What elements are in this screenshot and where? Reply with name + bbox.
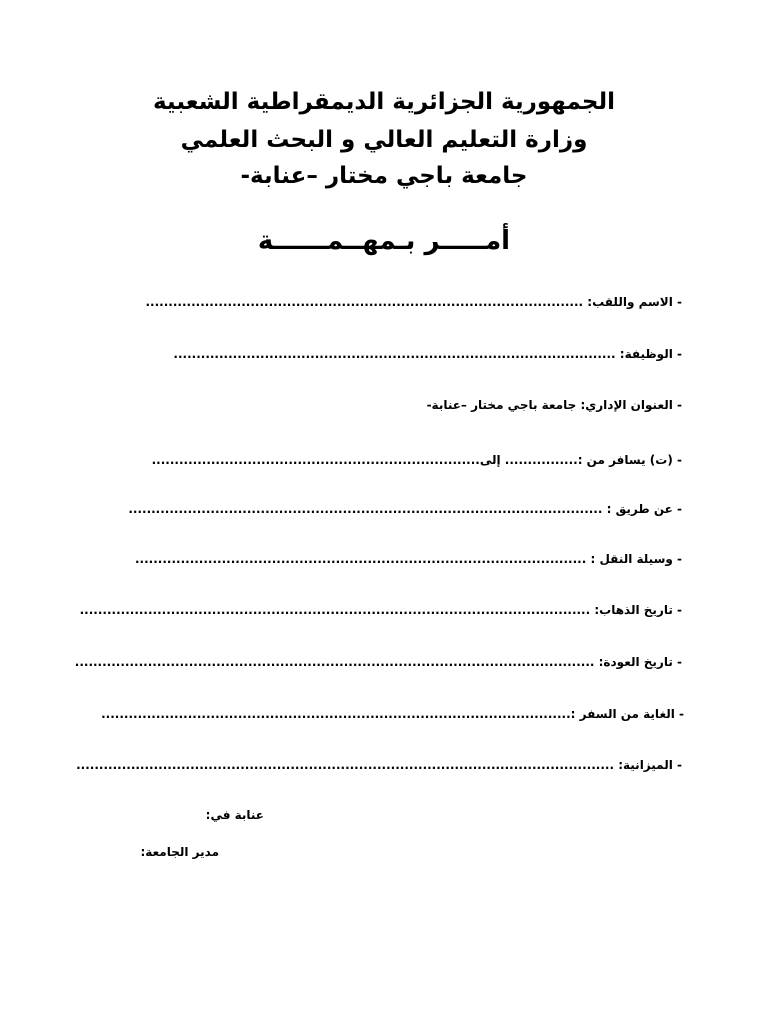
field-transport-label: - وسيلة النقل : bbox=[586, 552, 682, 566]
ministry-header: وزارة التعليم العالي و البحث العلمي bbox=[180, 127, 588, 153]
field-return bbox=[75, 653, 682, 671]
director-signature-label: مدير الجامعة: bbox=[140, 845, 219, 859]
field-return-label: - تاريخ العودة: bbox=[594, 655, 682, 669]
field-purpose-label: - الغاية من السفر : bbox=[570, 707, 684, 721]
field-travel bbox=[152, 451, 682, 469]
university-header: جامعة باجي مختار –عنابة- bbox=[240, 163, 528, 189]
document-title: أمـــــر بـمهــمــــــة bbox=[257, 226, 511, 256]
field-travel-to-blank: ........................................................................ bbox=[151, 453, 480, 467]
field-name-label: - الاسم واللقب: bbox=[583, 295, 682, 309]
field-job bbox=[173, 345, 682, 363]
field-name bbox=[145, 293, 682, 311]
field-budget-blank: ...................................................................................................................... bbox=[76, 758, 615, 772]
field-name-blank: ................................................................................................ bbox=[145, 295, 584, 309]
field-route bbox=[128, 500, 682, 518]
field-departure-blank: ................................................................................................................ bbox=[79, 603, 591, 617]
field-purpose bbox=[101, 705, 684, 723]
field-travel-from-blank: ................ bbox=[504, 453, 578, 467]
field-departure bbox=[80, 601, 682, 619]
field-travel-to-label: إلى bbox=[479, 453, 505, 467]
field-route-label: - عن طريق : bbox=[602, 502, 682, 516]
field-departure-label: - تاريخ الذهاب: bbox=[590, 603, 682, 617]
field-return-blank: .................................................................................................................. bbox=[74, 655, 595, 669]
field-address bbox=[427, 396, 682, 414]
field-transport-blank: ................................................................................................... bbox=[134, 552, 587, 566]
field-job-blank: ................................................................................................. bbox=[173, 347, 616, 361]
field-transport bbox=[135, 550, 682, 568]
field-travel-label: - (ت) يسافر من : bbox=[577, 453, 682, 467]
field-address-label: - العنوان الإداري: جامعة باجي مختار –عنابة- bbox=[426, 398, 682, 412]
field-purpose-blank: ....................................................................................................... bbox=[101, 707, 571, 721]
field-job-label: - الوظيفة: bbox=[615, 347, 682, 361]
republic-header: الجمهورية الجزائرية الديمقراطية الشعبية bbox=[152, 89, 616, 115]
field-budget bbox=[76, 756, 682, 774]
field-budget-label: - الميزانية: bbox=[614, 758, 682, 772]
place-date-label: عنابة في: bbox=[205, 808, 264, 822]
field-route-blank: ........................................................................................................ bbox=[128, 502, 603, 516]
